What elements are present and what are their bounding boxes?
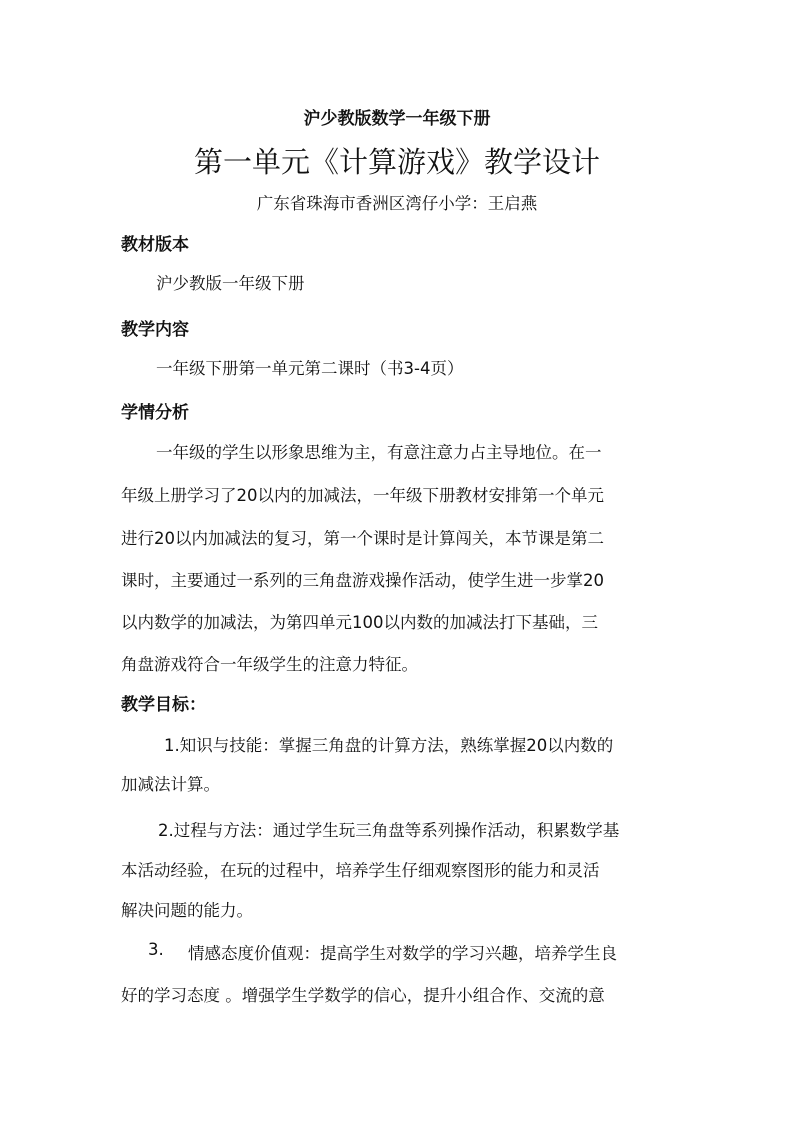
goal-2-line: 解决问题的能力。: [121, 901, 253, 920]
goal-1-line: 1.知识与技能：掌握三角盘的计算方法，熟练掌握20以内数的: [164, 736, 614, 755]
analysis-line: 一年级的学生以形象思维为主，有意注意力占主导地位。在一: [156, 443, 602, 462]
section-heading-goals: 教学目标：: [121, 695, 206, 715]
section-heading-textbook: 教材版本: [121, 235, 189, 255]
goal-3-line: 好的学习态度 。增强学生学数学的信心，提升小组合作、交流的意: [121, 986, 605, 1005]
analysis-line: 年级上册学习了20以内的加减法，一年级下册教材安排第一个单元: [121, 486, 604, 505]
section-heading-analysis: 学情分析: [121, 403, 189, 423]
document-title: 第一单元《计算游戏》教学设计: [193, 145, 600, 179]
content-text: 一年级下册第一单元第二课时（书3-4页）: [156, 359, 464, 378]
goal-2-line: 本活动经验，在玩的过程中，培养学生仔细观察图形的能力和灵活: [121, 861, 600, 880]
analysis-line: 角盘游戏符合一年级学生的注意力特征。: [121, 655, 418, 674]
goal-3-number: 3.: [148, 940, 164, 959]
goal-3-line: 情感态度价值观：提高学生对数学的学习兴趣，培养学生良: [188, 944, 617, 963]
section-heading-content: 教学内容: [121, 320, 189, 340]
goal-1-line: 加减法计算。: [121, 775, 220, 794]
analysis-line: 进行20以内加减法的复习，第一个课时是计算闯关，本节课是第二: [121, 529, 604, 548]
document-subtitle: 沪少教版数学一年级下册: [303, 109, 491, 129]
textbook-content: 沪少教版一年级下册: [156, 274, 305, 293]
goal-2-line: 2.过程与方法：通过学生玩三角盘等系列操作活动，积累数学基: [158, 821, 620, 840]
analysis-line: 以内数学的加减法，为第四单元100以内数的加减法打下基础，三: [121, 613, 598, 632]
document-author: 广东省珠海市香洲区湾仔小学：王启燕: [256, 194, 538, 213]
analysis-line: 课时，主要通过一系列的三角盘游戏操作活动，使学生进一步掌20: [121, 571, 604, 590]
